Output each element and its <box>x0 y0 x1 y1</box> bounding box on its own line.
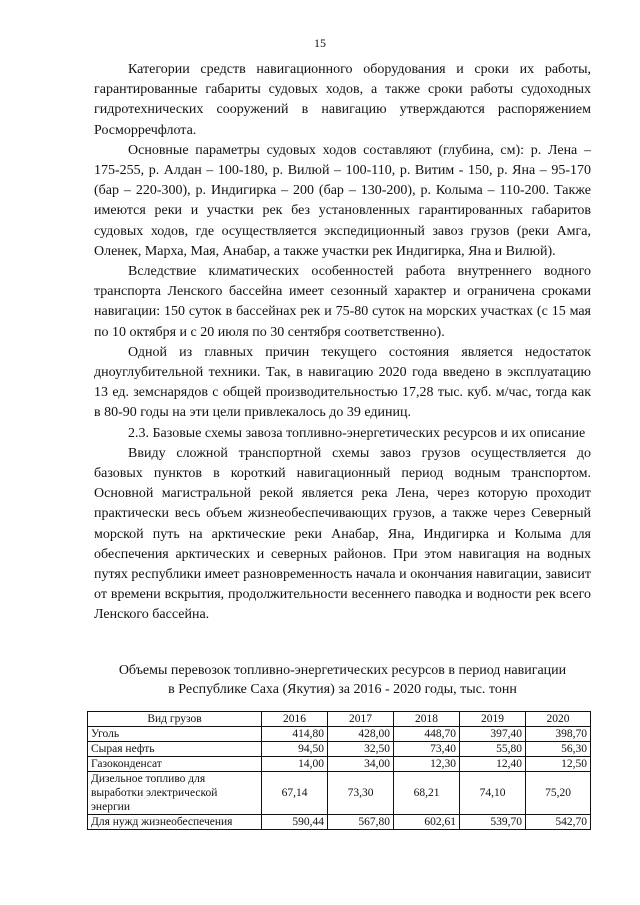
table-cell: 55,80 <box>460 742 526 757</box>
table-cell: 12,50 <box>526 757 591 772</box>
table-row <box>88 815 591 830</box>
body-text <box>94 60 591 626</box>
table-cell: 448,70 <box>394 727 460 742</box>
header-year: 2017 <box>328 712 394 727</box>
paragraph: Ввиду сложной транспортной схемы завоз грузов осуществляется до базовых пунктов в короткий навигационный период водным транспортом. Основной магистральной рекой является река Лена, через которую проходит практически весь объем жизнеобеспечивающих грузов, а также через Северный морской путь на арктические реки Анабар, Яна, Индигирка и Колыма для обеспечения арктических и северных районов. При этом навигация на водных путях республики имеет разновременность начала и окончания навигации, зависит от времени вскрытия, продолжительности весеннего паводка и водности рек всего Ленского бассейна. <box>94 445 591 623</box>
table-row <box>88 742 591 757</box>
table-row <box>88 772 591 815</box>
table-cell: 398,70 <box>526 727 591 742</box>
cargo-name: Дизельное топливо для выработки электрической энергии <box>88 772 262 815</box>
table-cell: 56,30 <box>526 742 591 757</box>
cargo-name: Уголь <box>88 727 262 742</box>
cargo-name: Сырая нефть <box>88 742 262 757</box>
table-cell: 34,00 <box>328 757 394 772</box>
table-cell: 73,40 <box>394 742 460 757</box>
table-cell: 542,70 <box>526 815 591 830</box>
table-cell: 75,20 <box>526 772 591 815</box>
table-caption <box>94 661 591 699</box>
table-row <box>88 727 591 742</box>
header-year: 2019 <box>460 712 526 727</box>
table-cell: 12,40 <box>460 757 526 772</box>
table-row <box>88 757 591 772</box>
table-cell: 68,21 <box>394 772 460 815</box>
cargo-name: Газоконденсат <box>88 757 262 772</box>
table-cell: 67,14 <box>262 772 328 815</box>
cargo-name: Для нужд жизнеобеспечения <box>88 815 262 830</box>
table-cell: 539,70 <box>460 815 526 830</box>
table-cell: 74,10 <box>460 772 526 815</box>
table-cell: 428,00 <box>328 727 394 742</box>
table-cell: 414,80 <box>262 727 328 742</box>
table-caption-line: в Республике Саха (Якутия) за 2016 - 2020 годы, тыс. тонн <box>168 682 517 697</box>
header-year: 2016 <box>262 712 328 727</box>
page-number: 15 <box>314 36 326 50</box>
table-caption-line: Объемы перевозок топливно-энергетических ресурсов в период навигации <box>118 663 567 678</box>
table-cell: 567,80 <box>328 815 394 830</box>
paragraph: Вследствие климатических особенностей работа внутреннего водного транспорта Ленского бассейна имеет сезонный характер и ограничена сроками навигации: 150 суток в бассейнах рек и 75-80 суток на морских участках (с 15 мая по 10 октября и с 20 июля по 30 сентября соответственно). <box>94 264 591 340</box>
table-cell: 602,61 <box>394 815 460 830</box>
section-heading: 2.3. Базовые схемы завоза топливно-энергетических ресурсов и их описание <box>128 425 586 441</box>
paragraph: Одной из главных причин текущего состояния является недостаток дноуглубительной техники. Так, в навигацию 2020 года введено в эксплуатацию 13 ед. земснарядов с общей производительностью 17,28 тыс. куб. м/час, тогда как в 80-90 годы на эти цели привлекалось до 39 единиц. <box>94 344 591 421</box>
table-header-row <box>88 712 591 727</box>
cargo-volume-table <box>87 711 591 830</box>
table-cell: 14,00 <box>262 757 328 772</box>
table-cell: 32,50 <box>328 742 394 757</box>
header-year: 2018 <box>394 712 460 727</box>
header-year: 2020 <box>526 712 591 727</box>
table-cell: 73,30 <box>328 772 394 815</box>
table-cell: 590,44 <box>262 815 328 830</box>
table-cell: 397,40 <box>460 727 526 742</box>
header-cargo-type: Вид грузов <box>88 712 262 727</box>
table-cell: 12,30 <box>394 757 460 772</box>
paragraph: Категории средств навигационного оборудования и сроки их работы, гарантированные габариты судовых ходов, а также сроки работы судоходных гидротехнических сооружений в навигацию утверждаются распоряжением Росморречфлота. <box>94 62 591 138</box>
paragraph: Основные параметры судовых ходов составляют (глубина, см): р. Лена – 175-255, р. Алдан – 100-180, р. Вилюй – 100-110, р. Витим - 150, р. Яна – 95-170 (бар – 220-300), р. Индигирка – 200 (бар – 130-200), р. Колыма – 110-200. Также имеются реки и участки рек без установленных гарантированных габаритов судовых ходов, где осуществляется экспедиционный завоз грузов (реки Амга, Оленек, Марха, Мая, Анабар, а также участки рек Индигирка, Яна и Вилюй). <box>94 142 591 259</box>
table-cell: 94,50 <box>262 742 328 757</box>
